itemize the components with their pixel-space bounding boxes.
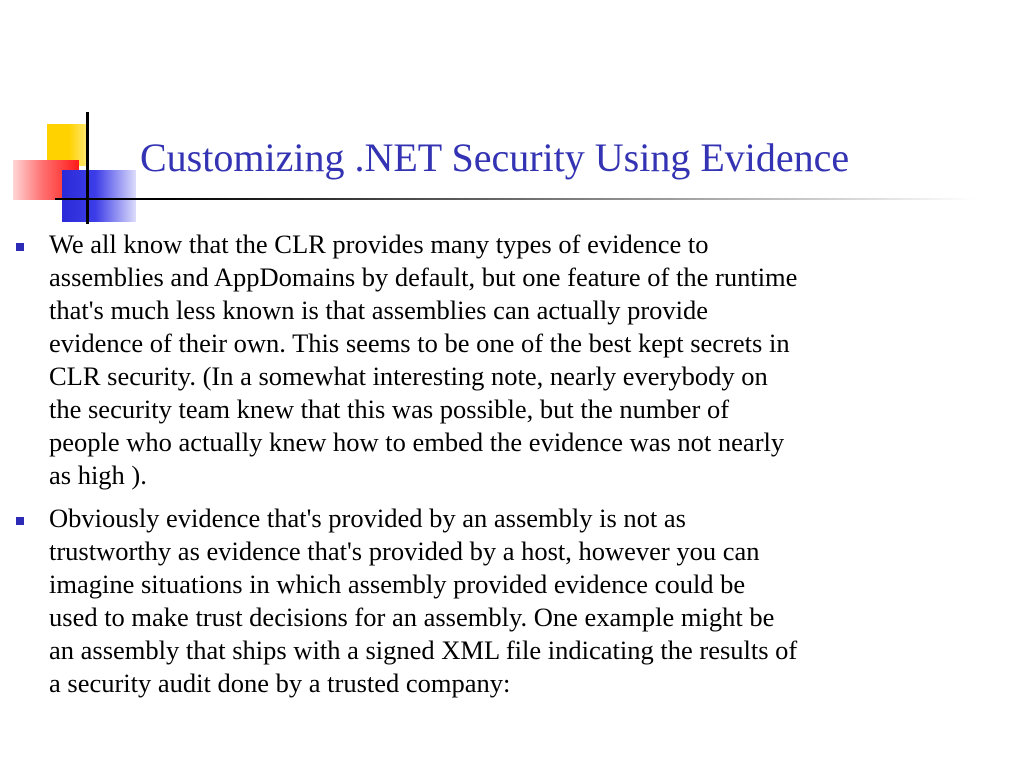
bullet-item: [14, 502, 1018, 700]
bullet-list: [14, 228, 1018, 710]
slide-title: Customizing .NET Security Using Evidence: [140, 135, 850, 180]
bullet-line: trustworthy as evidence that's provided by a host, however you can: [49, 536, 760, 566]
bullet-line: the security team knew that this was possible, but the number of: [49, 394, 730, 424]
bullet-line: CLR security. (In a somewhat interesting note, nearly everybody on: [49, 361, 768, 391]
bullet-line: Obviously evidence that's provided by an assembly is not as: [49, 503, 686, 533]
bullet-marker-icon: [16, 517, 24, 525]
bullet-line: used to make trust decisions for an assembly. One example might be: [49, 602, 775, 632]
bullet-line: people who actually knew how to embed the evidence was not nearly: [49, 427, 785, 457]
logo-vertical-line: [86, 112, 89, 224]
bullet-line: a security audit done by a trusted company:: [49, 668, 511, 698]
bullet-line: evidence of their own. This seems to be one of the best kept secrets in: [49, 328, 790, 358]
bullet-line: as high ).: [49, 460, 147, 490]
bullet-line: We all know that the CLR provides many types of evidence to: [49, 229, 709, 259]
bullet-item: [14, 228, 1018, 492]
logo-blue-square: [62, 170, 136, 222]
bullet-line: assemblies and AppDomains by default, but one feature of the runtime: [49, 262, 798, 292]
bullet-line: an assembly that ships with a signed XML file indicating the results of: [49, 635, 798, 665]
title-underline: [55, 198, 975, 200]
bullet-marker-icon: [16, 243, 24, 251]
slide-logo-decoration: [0, 0, 150, 240]
bullet-line: that's much less known is that assemblies can actually provide: [49, 295, 709, 325]
bullet-line: imagine situations in which assembly provided evidence could be: [49, 569, 746, 599]
